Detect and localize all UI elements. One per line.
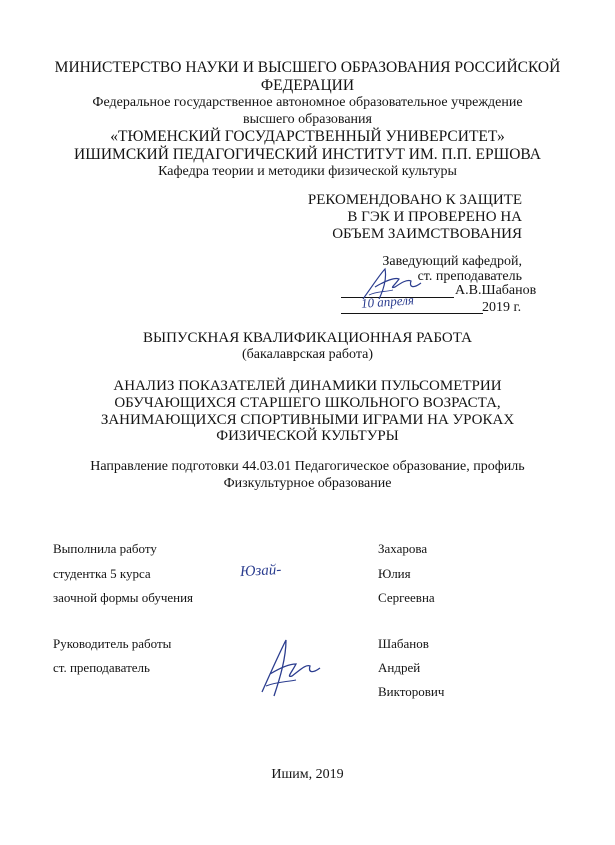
supervisor-first-name: Андрей [378, 660, 421, 675]
author-signature: Юзай- [239, 561, 282, 581]
title-line-4: ФИЗИЧЕСКОЙ КУЛЬТУРЫ [216, 428, 399, 444]
institution-type-line-1: Федеральное государственное автономное образовательное учреждение [92, 95, 523, 110]
author-patronymic: Сергеевна [378, 590, 435, 605]
supervisor-role-line-2: ст. преподаватель [53, 660, 150, 675]
direction-line-2: Физкультурное образование [223, 476, 392, 491]
head-title-line-2: ст. преподаватель [417, 269, 522, 284]
ministry-line-1: МИНИСТЕРСТВО НАУКИ И ВЫСШЕГО ОБРАЗОВАНИЯ РОССИЙСКОЙ [54, 59, 561, 76]
title-line-1: АНАЛИЗ ПОКАЗАТЕЛЕЙ ДИНАМИКИ ПУЛЬСОМЕТРИИ [113, 378, 502, 394]
department-name: Кафедра теории и методики физической культуры [158, 164, 457, 179]
date-suffix: 2019 г. [482, 300, 522, 315]
institute-name: ИШИМСКИЙ ПЕДАГОГИЧЕСКИЙ ИНСТИТУТ ИМ. П.П. ЕРШОВА [74, 146, 541, 163]
supervisor-role-line-1: Руководитель работы [53, 636, 172, 651]
supervisor-surname: Шабанов [378, 636, 429, 651]
ministry-line-2: ФЕДЕРАЦИИ [260, 77, 355, 94]
author-role-line-2: студентка 5 курса [53, 566, 151, 581]
title-line-2: ОБУЧАЮЩИХСЯ СТАРШЕГО ШКОЛЬНОГО ВОЗРАСТА, [114, 395, 501, 411]
title-line-3: ЗАНИМАЮЩИХСЯ СПОРТИВНЫМИ ИГРАМИ НА УРОКАХ [100, 412, 515, 428]
work-subtype: (бакалаврская работа) [241, 347, 373, 362]
handwritten-date: 10 апреля [360, 292, 415, 311]
work-type: ВЫПУСКНАЯ КВАЛИФИКАЦИОННАЯ РАБОТА [143, 330, 472, 346]
head-name: А.В.Шабанов [455, 283, 537, 298]
author-surname: Захарова [378, 541, 428, 556]
date-underline [341, 313, 483, 314]
head-title-line-1: Заведующий кафедрой, [382, 254, 522, 269]
supervisor-patronymic: Викторович [378, 684, 445, 699]
approval-line-1: РЕКОМЕНДОВАНО К ЗАЩИТЕ [307, 192, 522, 208]
direction-line-1: Направление подготовки 44.03.01 Педагогическое образование, профиль [90, 459, 525, 474]
approval-line-3: ОБЪЕМ ЗАИМСТВОВАНИЯ [332, 226, 522, 242]
supervisor-signature [256, 634, 336, 704]
university-name: «ТЮМЕНСКИЙ ГОСУДАРСТВЕННЫЙ УНИВЕРСИТЕТ» [110, 128, 505, 145]
author-first-name: Юлия [378, 566, 411, 581]
approval-line-2: В ГЭК И ПРОВЕРЕНО НА [347, 209, 522, 225]
city-year: Ишим, 2019 [271, 767, 344, 782]
institution-type-line-2: высшего образования [243, 112, 372, 127]
author-role-line-1: Выполнила работу [53, 541, 157, 556]
author-role-line-3: заочной формы обучения [53, 590, 194, 605]
